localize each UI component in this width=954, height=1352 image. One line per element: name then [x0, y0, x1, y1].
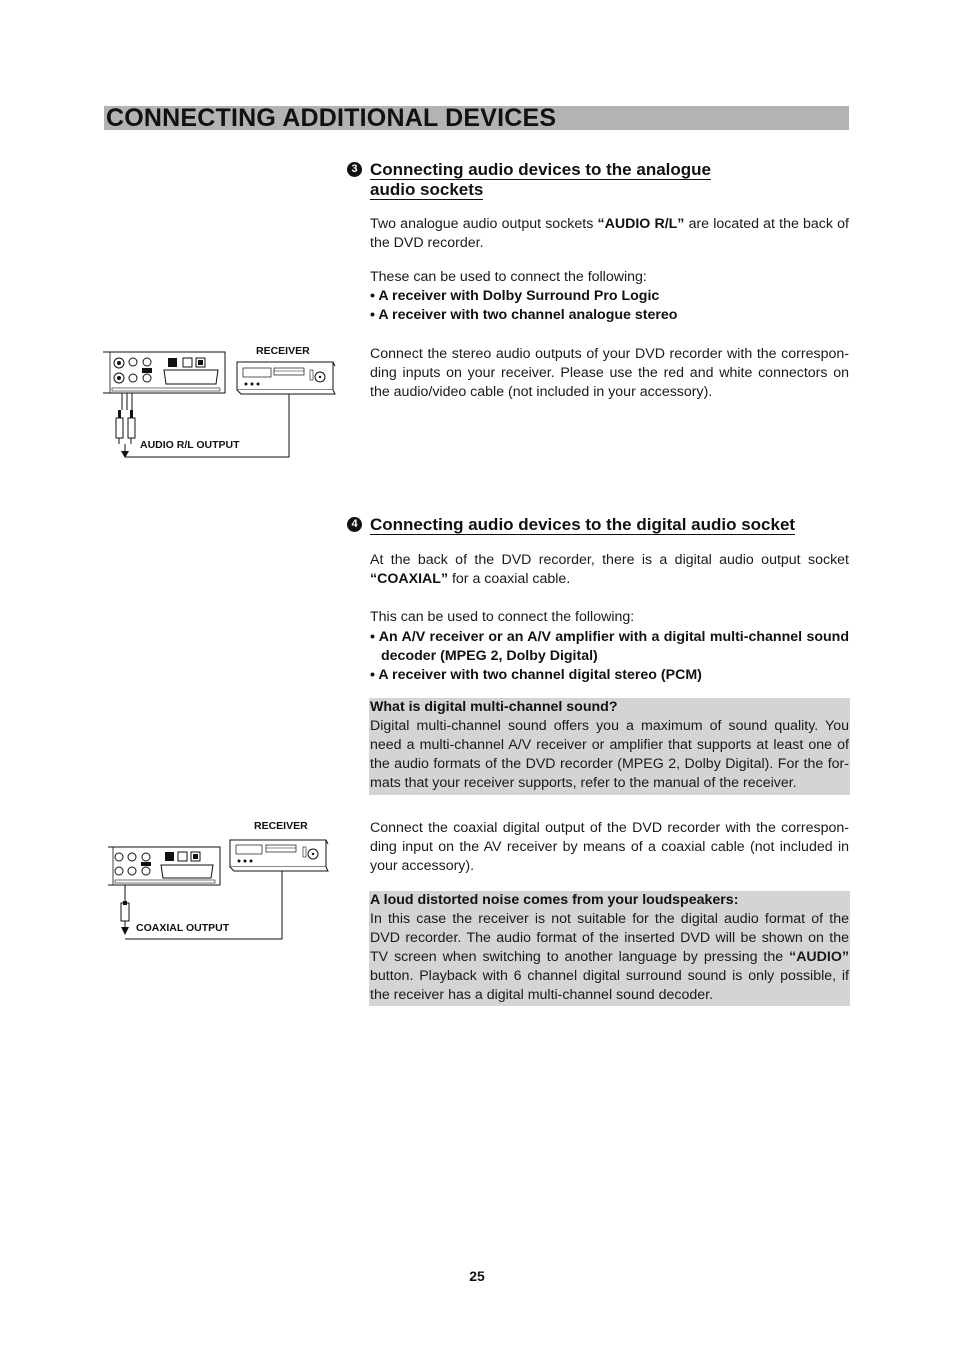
troubleshooting-body-post: button. Playback with 6 channel digital surround sound is only possible, if the receiver has a digital multi-channel sound decoder. [370, 968, 849, 1003]
digital-sound-info-box [369, 698, 850, 795]
section-3-intro [370, 215, 849, 253]
page-title-bar [104, 106, 849, 130]
section-4-uses-list [370, 628, 849, 685]
digital-sound-info-heading: What is digital multi-channel sound? [370, 699, 618, 715]
list-item: • A receiver with two channel digital stereo (PCM) [370, 667, 702, 683]
section-3-title [370, 160, 711, 200]
section-3-title-line2: audio sockets [370, 180, 484, 199]
coaxial-connection-diagram [105, 815, 335, 945]
analogue-connection-diagram [100, 340, 340, 465]
section-4-intro-bold: “COAXIAL” [370, 571, 449, 587]
section-4-title-text: Connecting audio devices to the digital audio socket [370, 515, 796, 534]
section-3-intro-pre: Two analogue audio output sockets [370, 216, 598, 232]
section-4-uses-lead: This can be used to connect the following: [370, 609, 635, 625]
troubleshooting-heading: A loud distorted noise comes from your loudspeakers: [370, 892, 739, 908]
page-title: CONNECTING ADDITIONAL DEVICES [106, 104, 557, 132]
troubleshooting-body-pre: In this case the receiver is not suitable for the digital audio format of the DVD recorder. The audio format of the inserted DVD will be shown on the TV screen when switching to another language by pressing the [370, 911, 849, 965]
list-item: • A receiver with two channel analogue stereo [370, 307, 678, 323]
audio-output-label: AUDIO R/L OUTPUT [140, 439, 240, 451]
page-number: 25 [469, 1268, 485, 1284]
receiver-label: RECEIVER [256, 345, 310, 357]
section-3-uses-lead: These can be used to connect the following: [370, 269, 647, 285]
receiver-label: RECEIVER [254, 820, 308, 832]
section-3-number-badge: 3 [347, 162, 362, 177]
troubleshooting-body-bold: “AUDIO” [789, 949, 849, 965]
section-4-intro-post: for a coaxial cable. [448, 571, 571, 587]
coaxial-output-label: COAXIAL OUTPUT [136, 922, 230, 934]
section-3-connect-text: Connect the stereo audio outputs of your DVD recorder with the correspon-ding inputs on your receiver. Please use the red and white connectors on the audio/video cable (not included in your accessory). [370, 346, 849, 400]
section-4-connect-text: Connect the coaxial digital output of the DVD recorder with the correspon-ding input on the AV receiver by means of a coaxial cable (not included in your accessory). [370, 820, 849, 874]
list-item: • A receiver with Dolby Surround Pro Logic [370, 288, 660, 304]
section-3-intro-post: are located at the back of the DVD recorder. [370, 216, 849, 251]
troubleshooting-body [370, 910, 850, 1005]
section-4-intro-pre: At the back of the DVD recorder, there is a digital audio output socket [370, 552, 849, 568]
section-3-intro-bold: “AUDIO R/L” [597, 216, 685, 232]
digital-sound-info-body: Digital multi-channel sound offers you a maximum of sound quality. You need a multi-channel A/V receiver or amplifier that supports at least one of the audio formats of the DVD recorder (MPEG 2, Dolby Digital). For the for-mats that your receiver supports, refer to the manual of the receiver. [370, 718, 849, 791]
section-3-title-line1: Connecting audio devices to the analogue [370, 160, 711, 179]
troubleshooting-box [369, 891, 850, 1006]
section-4-number-badge: 4 [347, 517, 362, 532]
list-item: • An A/V receiver or an A/V amplifier with a digital multi-channel sound decoder (MPEG 2, Dolby Digital) [370, 629, 849, 664]
section-4-intro [370, 551, 849, 589]
section-4-title [370, 515, 795, 535]
section-3-uses-list [370, 287, 849, 325]
